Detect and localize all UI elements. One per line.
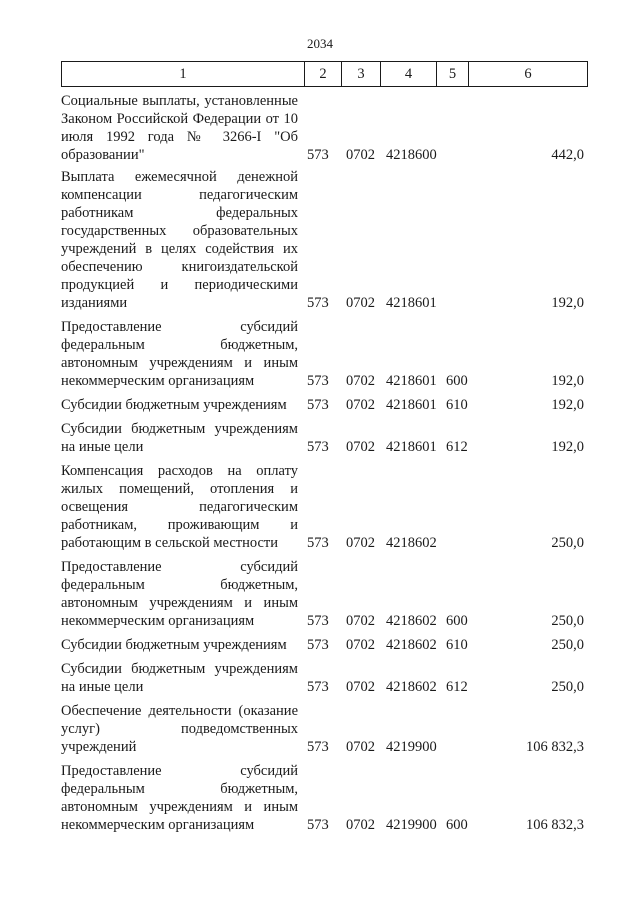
row-rz: 0702 [346, 147, 375, 163]
row-sum: 250,0 [551, 637, 584, 653]
row-sum: 442,0 [551, 147, 584, 163]
column-header-3: 3 [342, 62, 381, 87]
row-sum: 106 832,3 [526, 739, 584, 755]
row-vr: 600 [446, 613, 468, 629]
row-csr: 4219900 [386, 817, 437, 833]
row-vr: 610 [446, 397, 468, 413]
row-csr: 4218601 [386, 295, 437, 311]
row-ved: 573 [307, 817, 329, 833]
row-ved: 573 [307, 613, 329, 629]
row-ved: 573 [307, 295, 329, 311]
row-name: Субсидии бюджетным учреждениям [61, 397, 287, 413]
row-name: Субсидии бюджетным учреждениям на иные цели [61, 661, 298, 695]
table-row [0, 318, 640, 390]
row-ved: 573 [307, 439, 329, 455]
table-row [0, 92, 640, 164]
table-row [0, 168, 640, 312]
row-csr: 4218602 [386, 637, 437, 653]
column-header-5: 5 [437, 62, 469, 87]
row-rz: 0702 [346, 739, 375, 755]
table-row [0, 702, 640, 756]
table-row [0, 558, 640, 630]
table-row [0, 762, 640, 834]
row-name: Выплата ежемесячной денежной компенсации педагогическим работникам федеральных государственных образовательных учреждений в целях содействия их обеспечению книгоиздательской продукцией и периодическими изданиями [61, 169, 298, 311]
row-csr: 4218601 [386, 397, 437, 413]
row-sum: 106 832,3 [526, 817, 584, 833]
column-header-2: 2 [305, 62, 342, 87]
column-header-4: 4 [381, 62, 437, 87]
row-rz: 0702 [346, 439, 375, 455]
row-csr: 4218602 [386, 613, 437, 629]
row-name: Социальные выплаты, установленные Законом Российской Федерации от 10 июля 1992 года № 3266-I "Об образовании" [61, 93, 298, 163]
row-name: Предоставление субсидий федеральным бюджетным, автономным учреждениям и иным некоммерческим организациям [61, 763, 298, 833]
column-header-table [61, 61, 588, 87]
row-rz: 0702 [346, 679, 375, 695]
column-header-1: 1 [62, 62, 305, 87]
row-name: Компенсация расходов на оплату жилых помещений, отопления и освещения педагогическим работникам, проживающим и работающим в сельской местности [61, 463, 298, 551]
table-row [0, 396, 640, 414]
table-row [0, 660, 640, 696]
row-sum: 250,0 [551, 535, 584, 551]
row-rz: 0702 [346, 373, 375, 389]
row-rz: 0702 [346, 613, 375, 629]
row-ved: 573 [307, 637, 329, 653]
row-rz: 0702 [346, 535, 375, 551]
row-sum: 250,0 [551, 679, 584, 695]
row-csr: 4219900 [386, 739, 437, 755]
row-ved: 573 [307, 373, 329, 389]
row-sum: 192,0 [551, 295, 584, 311]
row-rz: 0702 [346, 637, 375, 653]
row-csr: 4218600 [386, 147, 437, 163]
row-vr: 600 [446, 373, 468, 389]
column-header-6: 6 [469, 62, 588, 87]
row-csr: 4218601 [386, 373, 437, 389]
row-ved: 573 [307, 535, 329, 551]
row-rz: 0702 [346, 817, 375, 833]
row-rz: 0702 [346, 295, 375, 311]
table-row [0, 636, 640, 654]
row-ved: 573 [307, 679, 329, 695]
row-ved: 573 [307, 739, 329, 755]
row-csr: 4218602 [386, 679, 437, 695]
row-ved: 573 [307, 397, 329, 413]
row-sum: 192,0 [551, 373, 584, 389]
row-rz: 0702 [346, 397, 375, 413]
page-number: 2034 [307, 36, 333, 51]
row-name: Субсидии бюджетным учреждениям [61, 637, 287, 653]
row-ved: 573 [307, 147, 329, 163]
row-name: Обеспечение деятельности (оказание услуг) подведомственных учреждений [61, 703, 298, 755]
row-sum: 250,0 [551, 613, 584, 629]
row-sum: 192,0 [551, 439, 584, 455]
row-sum: 192,0 [551, 397, 584, 413]
row-name: Предоставление субсидий федеральным бюджетным, автономным учреждениям и иным некоммерческим организациям [61, 559, 298, 629]
row-csr: 4218601 [386, 439, 437, 455]
column-header-row [62, 62, 588, 87]
row-name: Предоставление субсидий федеральным бюджетным, автономным учреждениям и иным некоммерческим организациям [61, 319, 298, 389]
row-vr: 612 [446, 679, 468, 695]
row-vr: 600 [446, 817, 468, 833]
table-row [0, 462, 640, 552]
row-vr: 612 [446, 439, 468, 455]
row-name: Субсидии бюджетным учреждениям на иные цели [61, 421, 298, 455]
row-vr: 610 [446, 637, 468, 653]
table-row [0, 420, 640, 456]
row-csr: 4218602 [386, 535, 437, 551]
